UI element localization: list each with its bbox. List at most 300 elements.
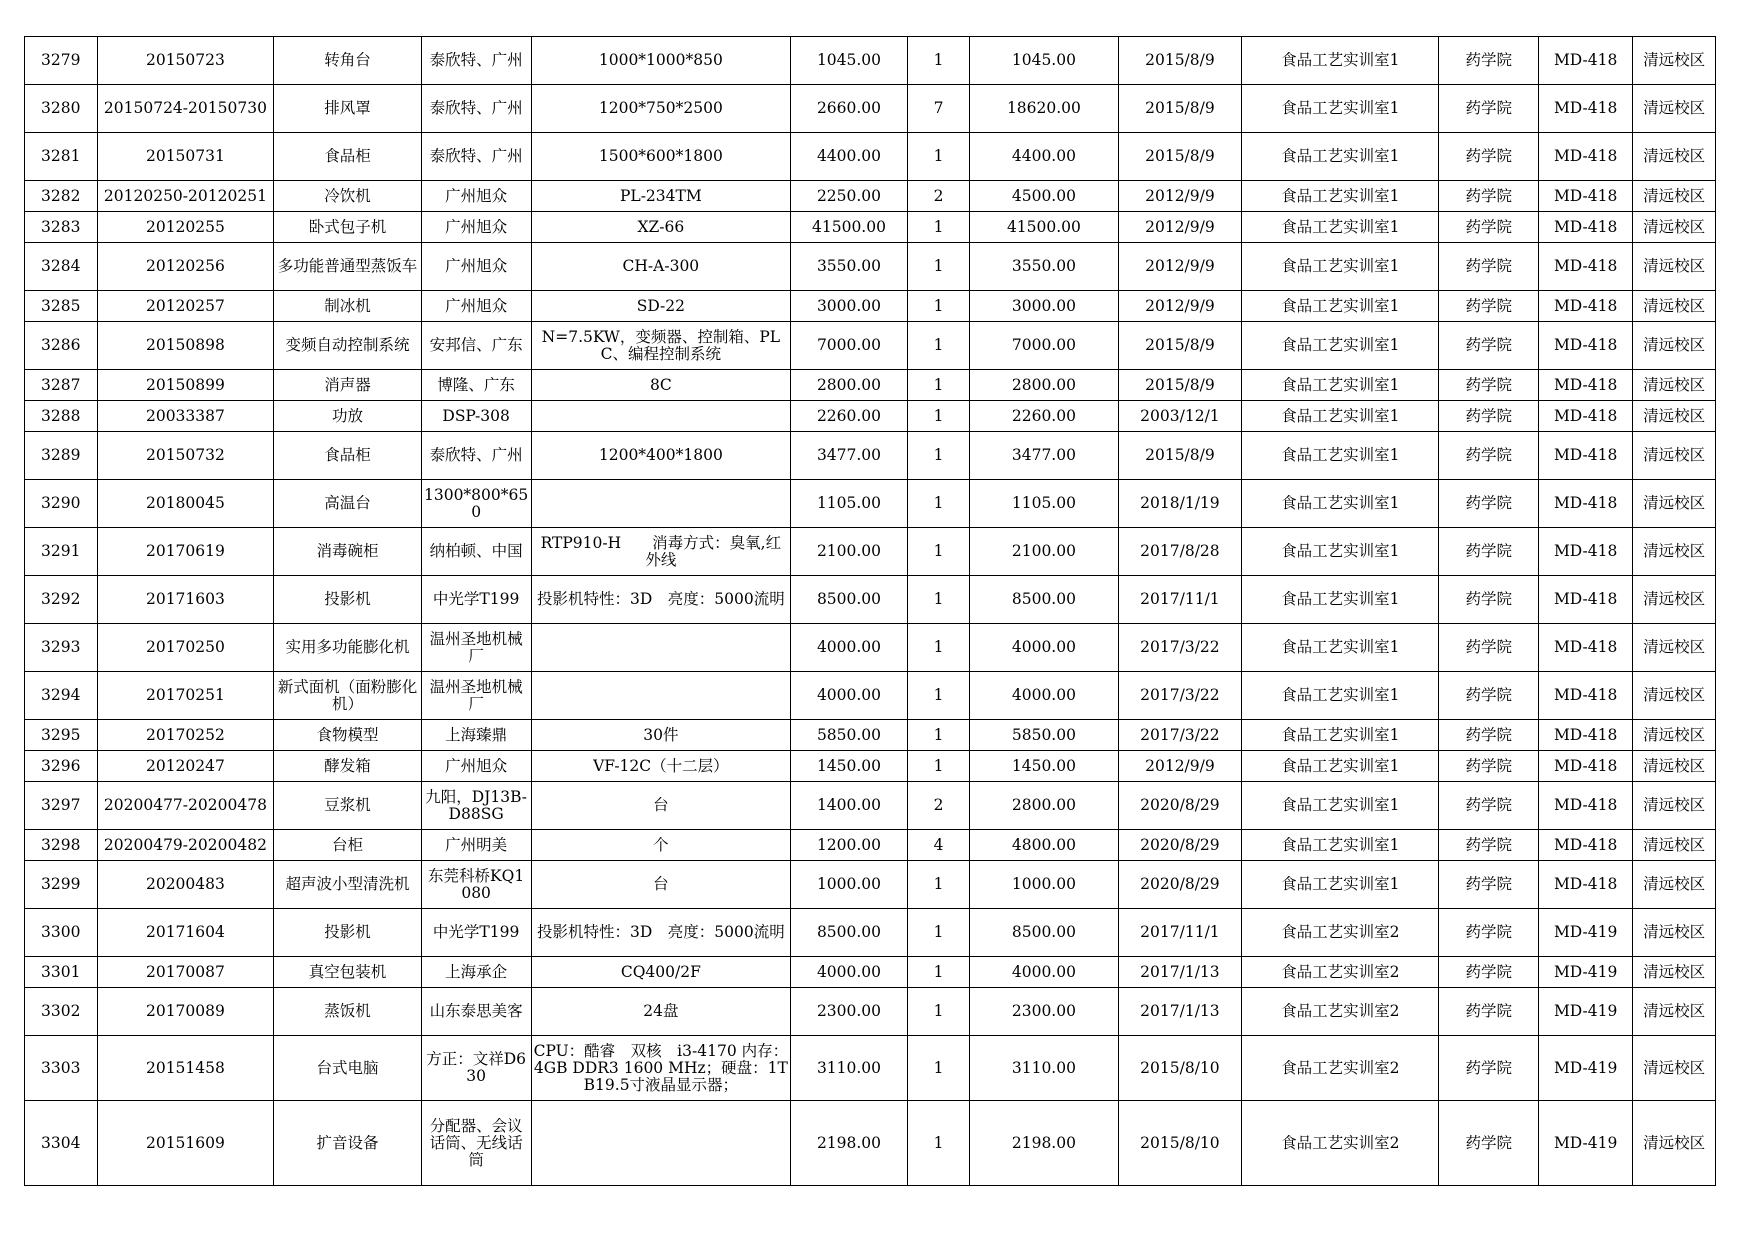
cell-asset-code: 20200479-20200482 [97,830,274,861]
table-row [25,576,1716,624]
cell-quantity: 4 [907,830,969,861]
cell-location: 食品工艺实训室1 [1242,830,1439,861]
cell-room-code: MD-418 [1539,830,1633,861]
cell-brand: 泰欣特、广州 [421,37,531,85]
cell-spec-model: 1200*750*2500 [531,85,791,133]
cell-asset-code: 20120247 [97,751,274,782]
asset-table [24,36,1716,1186]
cell-room-code: MD-418 [1539,243,1633,291]
cell-campus: 清远校区 [1633,133,1716,181]
cell-unit-price: 1045.00 [791,37,908,85]
cell-brand: 中光学T199 [421,576,531,624]
cell-brand: 温州圣地机械厂 [421,624,531,672]
cell-spec-model: CQ400/2F [531,957,791,988]
cell-quantity: 1 [907,861,969,909]
table-row [25,624,1716,672]
cell-brand: 九阳，DJ13B-D88SG [421,782,531,830]
cell-total-amount: 2198.00 [970,1101,1118,1186]
cell-department: 药学院 [1439,480,1539,528]
cell-campus: 清远校区 [1633,528,1716,576]
cell-seq-no: 3294 [25,672,98,720]
cell-room-code: MD-418 [1539,291,1633,322]
cell-campus: 清远校区 [1633,212,1716,243]
cell-room-code: MD-418 [1539,37,1633,85]
cell-unit-price: 4000.00 [791,957,908,988]
cell-total-amount: 41500.00 [970,212,1118,243]
cell-asset-name: 新式面机（面粉膨化机） [274,672,421,720]
cell-spec-model: 投影机特性：3D 亮度：5000流明 [531,909,791,957]
cell-seq-no: 3304 [25,1101,98,1186]
cell-purchase-date: 2017/11/1 [1118,909,1242,957]
cell-department: 药学院 [1439,861,1539,909]
cell-spec-model: 投影机特性：3D 亮度：5000流明 [531,576,791,624]
cell-unit-price: 3550.00 [791,243,908,291]
cell-seq-no: 3290 [25,480,98,528]
cell-room-code: MD-419 [1539,957,1633,988]
cell-unit-price: 4000.00 [791,624,908,672]
asset-table-body [25,37,1716,1186]
cell-unit-price: 1450.00 [791,751,908,782]
cell-asset-name: 真空包装机 [274,957,421,988]
cell-campus: 清远校区 [1633,751,1716,782]
cell-campus: 清远校区 [1633,576,1716,624]
cell-quantity: 1 [907,212,969,243]
cell-department: 药学院 [1439,1036,1539,1101]
cell-asset-code: 20150732 [97,432,274,480]
cell-brand: 方正：文祥D630 [421,1036,531,1101]
cell-asset-code: 20170252 [97,720,274,751]
cell-quantity: 1 [907,957,969,988]
cell-purchase-date: 2017/11/1 [1118,576,1242,624]
cell-campus: 清远校区 [1633,291,1716,322]
cell-location: 食品工艺实训室1 [1242,291,1439,322]
cell-purchase-date: 2020/8/29 [1118,830,1242,861]
cell-spec-model: PL-234TM [531,181,791,212]
cell-asset-code: 20200483 [97,861,274,909]
cell-unit-price: 1000.00 [791,861,908,909]
cell-asset-name: 投影机 [274,576,421,624]
cell-department: 药学院 [1439,751,1539,782]
cell-asset-name: 多功能普通型蒸饭车 [274,243,421,291]
table-row [25,782,1716,830]
cell-location: 食品工艺实训室2 [1242,957,1439,988]
cell-location: 食品工艺实训室1 [1242,672,1439,720]
cell-unit-price: 7000.00 [791,322,908,370]
cell-campus: 清远校区 [1633,720,1716,751]
cell-asset-name: 功放 [274,401,421,432]
cell-purchase-date: 2017/3/22 [1118,672,1242,720]
cell-purchase-date: 2018/1/19 [1118,480,1242,528]
cell-asset-code: 20171604 [97,909,274,957]
cell-purchase-date: 2015/8/9 [1118,133,1242,181]
table-row [25,37,1716,85]
cell-unit-price: 2800.00 [791,370,908,401]
cell-brand: 上海臻鼎 [421,720,531,751]
cell-location: 食品工艺实训室1 [1242,751,1439,782]
cell-unit-price: 8500.00 [791,909,908,957]
cell-room-code: MD-418 [1539,432,1633,480]
cell-asset-code: 20170250 [97,624,274,672]
cell-brand: 分配器、会议话筒、无线话筒 [421,1101,531,1186]
cell-department: 药学院 [1439,957,1539,988]
cell-seq-no: 3297 [25,782,98,830]
cell-spec-model: 1000*1000*850 [531,37,791,85]
cell-quantity: 1 [907,624,969,672]
cell-spec-model: CH-A-300 [531,243,791,291]
cell-purchase-date: 2020/8/29 [1118,782,1242,830]
cell-location: 食品工艺实训室1 [1242,576,1439,624]
cell-quantity: 1 [907,528,969,576]
cell-room-code: MD-418 [1539,672,1633,720]
cell-unit-price: 2660.00 [791,85,908,133]
cell-room-code: MD-418 [1539,370,1633,401]
table-row [25,861,1716,909]
table-row [25,909,1716,957]
cell-campus: 清远校区 [1633,957,1716,988]
cell-department: 药学院 [1439,576,1539,624]
table-row [25,957,1716,988]
cell-room-code: MD-419 [1539,1101,1633,1186]
cell-total-amount: 1105.00 [970,480,1118,528]
table-row [25,212,1716,243]
cell-purchase-date: 2015/8/10 [1118,1036,1242,1101]
cell-asset-name: 台柜 [274,830,421,861]
cell-total-amount: 7000.00 [970,322,1118,370]
cell-asset-code: 20180045 [97,480,274,528]
cell-department: 药学院 [1439,988,1539,1036]
cell-department: 药学院 [1439,181,1539,212]
cell-total-amount: 4800.00 [970,830,1118,861]
cell-quantity: 1 [907,480,969,528]
cell-unit-price: 1105.00 [791,480,908,528]
cell-seq-no: 3283 [25,212,98,243]
cell-unit-price: 2250.00 [791,181,908,212]
cell-quantity: 1 [907,322,969,370]
table-row [25,720,1716,751]
cell-asset-name: 蒸饭机 [274,988,421,1036]
cell-department: 药学院 [1439,212,1539,243]
cell-total-amount: 18620.00 [970,85,1118,133]
cell-asset-name: 食品柜 [274,432,421,480]
cell-campus: 清远校区 [1633,85,1716,133]
cell-location: 食品工艺实训室1 [1242,401,1439,432]
cell-quantity: 1 [907,432,969,480]
cell-total-amount: 3477.00 [970,432,1118,480]
cell-quantity: 1 [907,243,969,291]
table-row [25,85,1716,133]
table-row [25,370,1716,401]
cell-spec-model [531,624,791,672]
cell-brand: 纳柏顿、中国 [421,528,531,576]
cell-asset-code: 20151458 [97,1036,274,1101]
cell-seq-no: 3289 [25,432,98,480]
cell-department: 药学院 [1439,830,1539,861]
cell-brand: 山东泰思美客 [421,988,531,1036]
cell-location: 食品工艺实训室1 [1242,720,1439,751]
cell-unit-price: 8500.00 [791,576,908,624]
cell-asset-name: 消声器 [274,370,421,401]
cell-location: 食品工艺实训室1 [1242,624,1439,672]
cell-spec-model: RTP910-H 消毒方式：臭氧,红外线 [531,528,791,576]
cell-department: 药学院 [1439,133,1539,181]
cell-campus: 清远校区 [1633,322,1716,370]
cell-location: 食品工艺实训室1 [1242,133,1439,181]
cell-purchase-date: 2020/8/29 [1118,861,1242,909]
cell-unit-price: 3000.00 [791,291,908,322]
cell-location: 食品工艺实训室1 [1242,212,1439,243]
cell-seq-no: 3280 [25,85,98,133]
cell-room-code: MD-418 [1539,528,1633,576]
cell-brand: 广州明美 [421,830,531,861]
cell-quantity: 1 [907,370,969,401]
cell-location: 食品工艺实训室2 [1242,1101,1439,1186]
cell-room-code: MD-418 [1539,782,1633,830]
cell-spec-model [531,672,791,720]
cell-total-amount: 5850.00 [970,720,1118,751]
table-row [25,528,1716,576]
cell-asset-name: 高温台 [274,480,421,528]
cell-campus: 清远校区 [1633,1101,1716,1186]
cell-department: 药学院 [1439,370,1539,401]
cell-location: 食品工艺实训室1 [1242,370,1439,401]
cell-quantity: 1 [907,37,969,85]
cell-spec-model: 30件 [531,720,791,751]
cell-location: 食品工艺实训室2 [1242,1036,1439,1101]
cell-department: 药学院 [1439,85,1539,133]
cell-seq-no: 3301 [25,957,98,988]
cell-total-amount: 2260.00 [970,401,1118,432]
cell-purchase-date: 2015/8/9 [1118,432,1242,480]
cell-unit-price: 4400.00 [791,133,908,181]
cell-asset-name: 转角台 [274,37,421,85]
cell-location: 食品工艺实训室1 [1242,480,1439,528]
cell-spec-model: XZ-66 [531,212,791,243]
cell-purchase-date: 2015/8/9 [1118,85,1242,133]
cell-room-code: MD-418 [1539,480,1633,528]
cell-room-code: MD-418 [1539,401,1633,432]
table-row [25,322,1716,370]
cell-total-amount: 3550.00 [970,243,1118,291]
cell-unit-price: 41500.00 [791,212,908,243]
cell-asset-name: 消毒碗柜 [274,528,421,576]
cell-asset-name: 超声波小型清洗机 [274,861,421,909]
cell-purchase-date: 2015/8/9 [1118,322,1242,370]
cell-asset-code: 20170251 [97,672,274,720]
cell-purchase-date: 2003/12/1 [1118,401,1242,432]
cell-campus: 清远校区 [1633,782,1716,830]
cell-seq-no: 3296 [25,751,98,782]
cell-asset-code: 20150724-20150730 [97,85,274,133]
cell-quantity: 1 [907,133,969,181]
cell-brand: 上海承企 [421,957,531,988]
cell-spec-model: 台 [531,861,791,909]
cell-unit-price: 2260.00 [791,401,908,432]
cell-quantity: 2 [907,782,969,830]
cell-purchase-date: 2017/3/22 [1118,720,1242,751]
cell-quantity: 1 [907,291,969,322]
cell-spec-model: 台 [531,782,791,830]
cell-spec-model: CPU：酷睿 双核 i3-4170 内存：4GB DDR3 1600 MHz；硬盘：1TB19.5寸液晶显示器； [531,1036,791,1101]
cell-unit-price: 5850.00 [791,720,908,751]
cell-seq-no: 3281 [25,133,98,181]
cell-campus: 清远校区 [1633,401,1716,432]
cell-quantity: 1 [907,401,969,432]
cell-total-amount: 2100.00 [970,528,1118,576]
cell-brand: 泰欣特、广州 [421,133,531,181]
cell-quantity: 1 [907,909,969,957]
cell-seq-no: 3291 [25,528,98,576]
cell-department: 药学院 [1439,291,1539,322]
cell-location: 食品工艺实训室1 [1242,432,1439,480]
cell-total-amount: 2800.00 [970,782,1118,830]
cell-asset-name: 制冰机 [274,291,421,322]
cell-spec-model: SD-22 [531,291,791,322]
cell-campus: 清远校区 [1633,861,1716,909]
cell-total-amount: 4000.00 [970,672,1118,720]
cell-asset-name: 酵发箱 [274,751,421,782]
cell-unit-price: 3110.00 [791,1036,908,1101]
cell-brand: 广州旭众 [421,212,531,243]
cell-asset-code: 20150898 [97,322,274,370]
table-row [25,401,1716,432]
cell-spec-model: 24盘 [531,988,791,1036]
cell-campus: 清远校区 [1633,480,1716,528]
cell-quantity: 1 [907,672,969,720]
cell-asset-code: 20150731 [97,133,274,181]
cell-spec-model [531,480,791,528]
cell-asset-code: 20150723 [97,37,274,85]
cell-campus: 清远校区 [1633,37,1716,85]
cell-purchase-date: 2012/9/9 [1118,243,1242,291]
cell-total-amount: 3000.00 [970,291,1118,322]
cell-spec-model: N=7.5KW，变频器、控制箱、PLC、编程控制系统 [531,322,791,370]
cell-purchase-date: 2017/8/28 [1118,528,1242,576]
cell-department: 药学院 [1439,528,1539,576]
cell-brand: 安邦信、广东 [421,322,531,370]
cell-spec-model: 8C [531,370,791,401]
cell-unit-price: 2100.00 [791,528,908,576]
cell-asset-name: 变频自动控制系统 [274,322,421,370]
cell-room-code: MD-418 [1539,212,1633,243]
cell-unit-price: 2300.00 [791,988,908,1036]
cell-quantity: 1 [907,1101,969,1186]
cell-quantity: 1 [907,576,969,624]
cell-asset-name: 实用多功能膨化机 [274,624,421,672]
cell-department: 药学院 [1439,1101,1539,1186]
cell-department: 药学院 [1439,243,1539,291]
cell-asset-name: 投影机 [274,909,421,957]
table-row [25,988,1716,1036]
cell-asset-name: 冷饮机 [274,181,421,212]
cell-total-amount: 1045.00 [970,37,1118,85]
cell-purchase-date: 2012/9/9 [1118,291,1242,322]
cell-asset-code: 20151609 [97,1101,274,1186]
cell-brand: 广州旭众 [421,751,531,782]
cell-total-amount: 8500.00 [970,576,1118,624]
cell-asset-code: 20150899 [97,370,274,401]
cell-asset-name: 台式电脑 [274,1036,421,1101]
cell-brand: 泰欣特、广州 [421,432,531,480]
cell-location: 食品工艺实训室1 [1242,181,1439,212]
cell-room-code: MD-418 [1539,322,1633,370]
cell-room-code: MD-419 [1539,1036,1633,1101]
cell-purchase-date: 2012/9/9 [1118,751,1242,782]
cell-purchase-date: 2015/8/9 [1118,370,1242,401]
cell-asset-code: 20120257 [97,291,274,322]
cell-quantity: 2 [907,181,969,212]
cell-room-code: MD-418 [1539,720,1633,751]
cell-unit-price: 1400.00 [791,782,908,830]
cell-unit-price: 1200.00 [791,830,908,861]
cell-total-amount: 4000.00 [970,957,1118,988]
cell-asset-code: 20170619 [97,528,274,576]
cell-location: 食品工艺实训室1 [1242,861,1439,909]
cell-campus: 清远校区 [1633,909,1716,957]
cell-seq-no: 3295 [25,720,98,751]
cell-department: 药学院 [1439,782,1539,830]
cell-seq-no: 3285 [25,291,98,322]
cell-asset-name: 排风罩 [274,85,421,133]
cell-brand: 1300*800*650 [421,480,531,528]
table-row [25,480,1716,528]
cell-purchase-date: 2015/8/10 [1118,1101,1242,1186]
cell-spec-model [531,401,791,432]
cell-spec-model [531,1101,791,1186]
cell-spec-model: 1200*400*1800 [531,432,791,480]
cell-asset-code: 20200477-20200478 [97,782,274,830]
cell-department: 药学院 [1439,37,1539,85]
cell-seq-no: 3300 [25,909,98,957]
cell-total-amount: 4400.00 [970,133,1118,181]
table-row [25,291,1716,322]
cell-location: 食品工艺实训室1 [1242,322,1439,370]
cell-asset-code: 20170089 [97,988,274,1036]
table-row [25,133,1716,181]
cell-location: 食品工艺实训室1 [1242,85,1439,133]
cell-campus: 清远校区 [1633,672,1716,720]
cell-brand: 博隆、广东 [421,370,531,401]
cell-total-amount: 4500.00 [970,181,1118,212]
cell-campus: 清远校区 [1633,1036,1716,1101]
cell-campus: 清远校区 [1633,370,1716,401]
cell-quantity: 1 [907,988,969,1036]
cell-campus: 清远校区 [1633,988,1716,1036]
cell-asset-name: 食品柜 [274,133,421,181]
cell-room-code: MD-418 [1539,624,1633,672]
table-row [25,243,1716,291]
cell-seq-no: 3288 [25,401,98,432]
cell-quantity: 1 [907,1036,969,1101]
cell-purchase-date: 2012/9/9 [1118,212,1242,243]
table-row [25,432,1716,480]
cell-location: 食品工艺实训室1 [1242,782,1439,830]
cell-spec-model: VF-12C（十二层） [531,751,791,782]
cell-seq-no: 3282 [25,181,98,212]
cell-purchase-date: 2015/8/9 [1118,37,1242,85]
cell-quantity: 1 [907,751,969,782]
table-row [25,1036,1716,1101]
cell-department: 药学院 [1439,624,1539,672]
cell-department: 药学院 [1439,401,1539,432]
cell-seq-no: 3298 [25,830,98,861]
cell-asset-name: 扩音设备 [274,1101,421,1186]
cell-quantity: 1 [907,720,969,751]
cell-total-amount: 4000.00 [970,624,1118,672]
cell-total-amount: 2800.00 [970,370,1118,401]
cell-brand: 温州圣地机械厂 [421,672,531,720]
cell-purchase-date: 2017/1/13 [1118,988,1242,1036]
cell-spec-model: 1500*600*1800 [531,133,791,181]
